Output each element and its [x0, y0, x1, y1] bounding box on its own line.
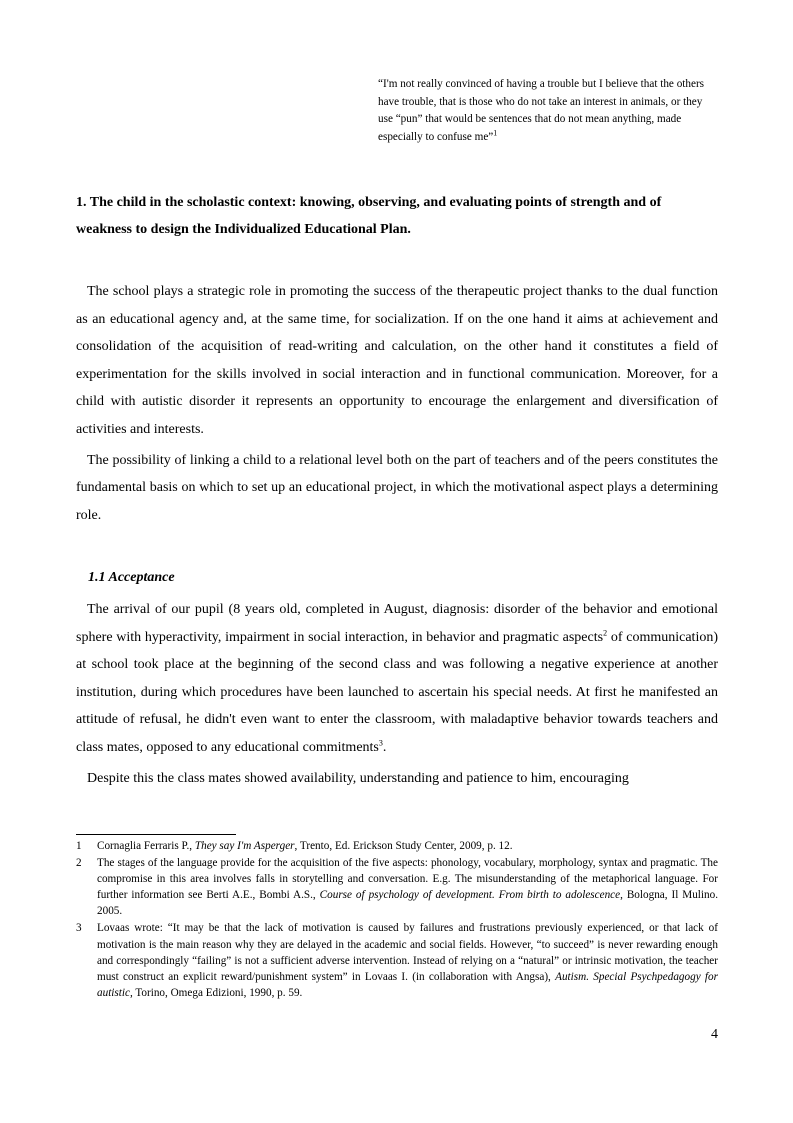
footnote-title: Course of psychology of development. From birth to adolescence	[319, 889, 621, 902]
footnote-ref-2: 2	[603, 627, 608, 637]
footnote-2	[76, 855, 718, 919]
epigraph-quote	[378, 76, 720, 146]
footnote-number: 1	[76, 840, 82, 852]
footnote-text: Cornaglia Ferraris P.,	[97, 840, 195, 852]
footnote-text: Torino, Omega Edizioni, 1990, p. 59.	[132, 986, 303, 999]
footnote-text: , Trento, Ed. Erickson Study Center, 2009, p. 12.	[294, 840, 513, 852]
epigraph-text: “I'm not really convinced of having a trouble but I believe that the others have trouble, that is those who do not take an interest in animals, or they use “pun” that would be sentences that do not mean anything, made especially to confuse me”	[378, 78, 705, 143]
section-heading: 1. The child in the scholastic context: knowing, observing, and evaluating points of strength and of weakness to design the Individualized Educational Plan.	[76, 195, 662, 237]
section-paragraph-1: The school plays a strategic role in promoting the success of the therapeutic project thanks to the dual function as an educational agency and, at the same time, for socialization. If on the one hand it aims at achievement and consolidation of the acquisition of read-writing and calculation, on the other hand it constitutes a field of experimentation for the skills involved in social interaction and in functional communication. Moreover, for a child with autistic disorder it represents an opportunity to encourage the enlargement and diversification of activities and interests.	[76, 284, 718, 437]
footnote-text: The stages of the language provide for the acquisition of the five aspects: phonology, vocabulary, morphology, syntax and pragmatic. The compromise in this area involves falls in storytelling and conversation. E.g. The misunderstanding of the metaphorical language. For further information see Berti A.E., Bombi A.S.,	[97, 857, 718, 902]
paragraph-text-part3: .	[382, 739, 387, 755]
footnote-text: Lovaas wrote: “It may be that the lack of motivation is caused by failures and frustrations previously experienced, or that lack of motivation is the main reason why they are delayed in the academic and social fields. However, “to succeed” is never rewarding enough and correspondingly “failing” is not a sufficient adverse intervention. Instead of relying on a “natural” or intrinsic motivation, the teacher must construct an explicit reward/punishment system” in Lovaas I. (in collaboration with Angsa),	[97, 922, 718, 983]
footnote-3	[76, 920, 718, 1000]
subsection-paragraph-1	[76, 596, 718, 762]
footnote-text: , Bologna, Il Mulino. 2005.	[97, 889, 718, 918]
section-paragraph-2: The possibility of linking a child to a relational level both on the part of teachers and of the peers constitutes the fundamental basis on which to set up an educational project, in which the motivational aspect plays a determining role.	[76, 452, 718, 523]
footnote-number: 3	[76, 922, 82, 935]
subsection-body	[76, 596, 718, 792]
paragraph-text-part2: of communication) at school took place at the beginning of the second class and was following a negative experience at another institution, during which procedures have been launched to ascertain his special needs. At first he manifested an attitude of refusal, he didn't even want to enter the classroom, with maladaptive behavior towards teachers and class mates, opposed to any educational commitments	[76, 629, 718, 755]
footnote-number: 2	[76, 857, 82, 870]
footnote-divider	[76, 834, 236, 835]
subsection-heading: 1.1 Acceptance	[88, 570, 175, 585]
paragraph-text-part1: The arrival of our pupil (8 years old, completed in August, diagnosis: disorder of the behavior and emotional sphere with hyperactivity, impairment in social interaction, in behavior and pragmatic aspects	[76, 602, 718, 645]
footnote-ref-3: 3	[378, 738, 383, 748]
section-body	[76, 278, 718, 529]
footnote-ref-1: 1	[493, 127, 498, 137]
footnotes	[76, 838, 718, 1002]
subsection-paragraph-2: Despite this the class mates showed availability, understanding and patience to him, encouraging	[87, 770, 629, 786]
footnote-1	[76, 838, 718, 854]
footnote-title: They say I'm Asperger	[194, 840, 295, 852]
page-number: 4	[711, 1027, 718, 1042]
footnote-title: Autism. Special Psychpedagogy for autistic,	[97, 970, 718, 999]
